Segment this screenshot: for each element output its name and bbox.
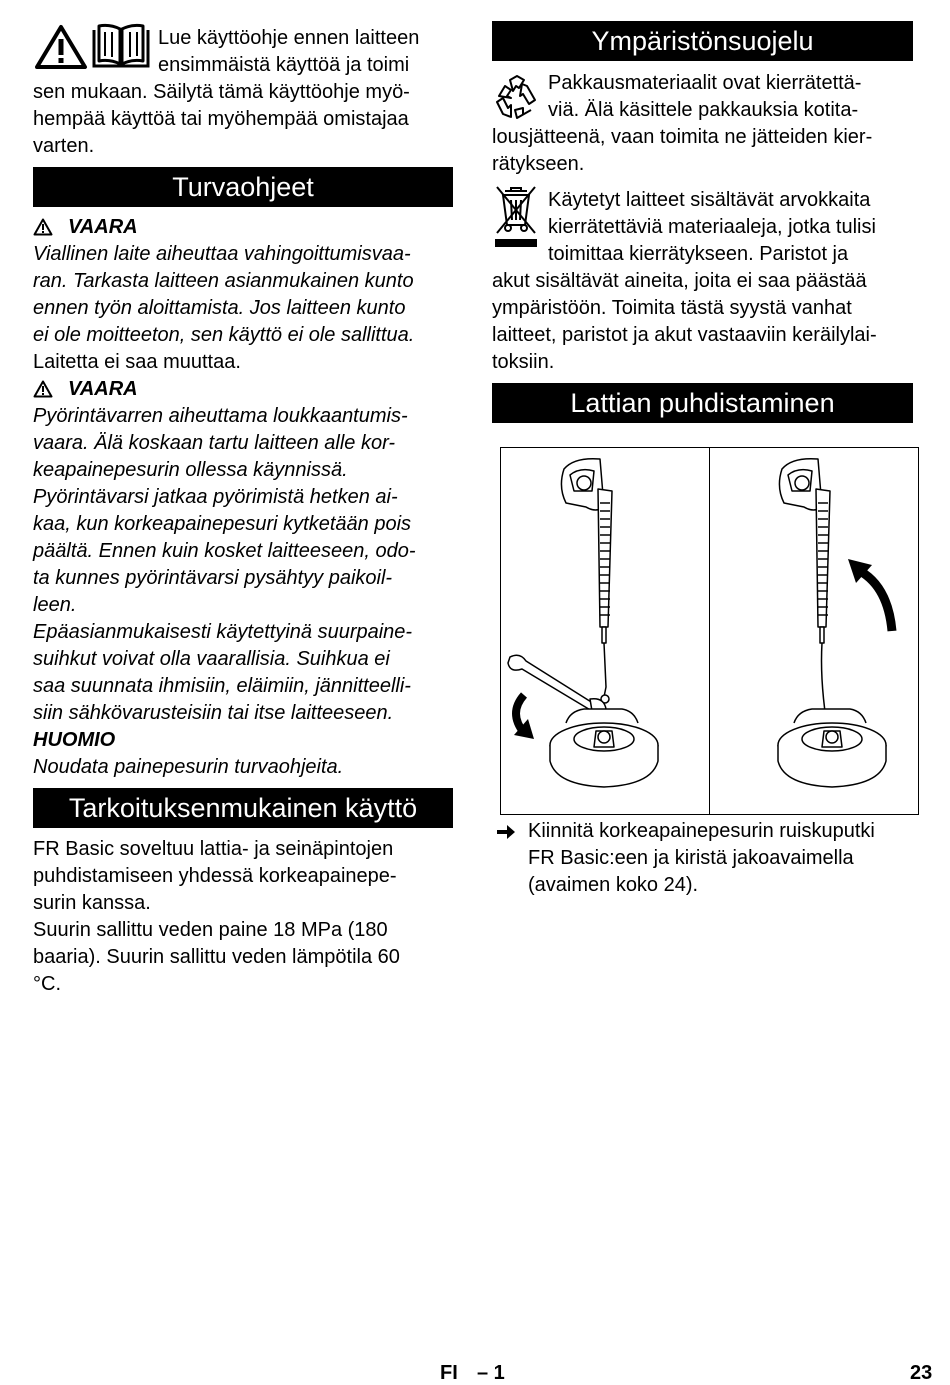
purpose-heading: Tarkoituksenmukainen käyttö	[33, 788, 453, 828]
warning2-line-2: vaara. Älä koskaan tartu laitteen alle kor-	[33, 432, 396, 454]
weee-line-1: Käytetyt laitteet sisältävät arvokkaita	[548, 189, 871, 211]
warning2-line-3: keapainepesurin ollessa käynnissä.	[33, 459, 348, 481]
footer-section: – 1	[477, 1362, 505, 1384]
warning-small-icon	[33, 380, 53, 398]
arrow-right-icon	[496, 824, 516, 840]
step-line-3: (avaimen koko 24).	[528, 874, 699, 896]
warning1-line-2: ran. Tarkasta laitteen asianmukainen kunto	[33, 270, 414, 292]
warning2-line-8: leen.	[33, 594, 77, 616]
intro-line-3: sen mukaan. Säilytä tämä käyttöohje myö-	[33, 81, 410, 103]
safety-heading: Turvaohjeet	[33, 167, 453, 207]
warning1-line-1: Viallinen laite aiheuttaa vahingoittumisvaa-	[33, 243, 411, 265]
weee-line-5: ympäristöön. Toimita tästä syystä vanhat	[492, 297, 852, 319]
crossed-bin-icon	[493, 183, 539, 251]
warning2-line-9: Epäasianmukaisesti käytettyinä suurpaine-	[33, 621, 413, 643]
warning-triangle-icon	[34, 24, 88, 70]
warning2-line-10: suihkut voivat olla vaarallisia. Suihkua ei	[33, 648, 390, 670]
warning2-line-12: siin sähkövarusteisiin tai itse laitteeseen.	[33, 702, 394, 724]
intro-line-1: Lue käyttöohje ennen laitteen	[158, 27, 420, 49]
footer-language: FI	[440, 1362, 458, 1384]
weee-line-7: toksiin.	[492, 351, 555, 373]
environment-heading: Ympäristönsuojelu	[492, 21, 913, 61]
purpose-line-1: FR Basic soveltuu lattia- ja seinäpintojen	[33, 838, 394, 860]
purpose-line-3: surin kanssa.	[33, 892, 151, 914]
intro-line-5: varten.	[33, 135, 95, 157]
weee-line-2: kierrätettäviä materiaaleja, jotka tulisi	[548, 216, 876, 238]
warning2-label: VAARA	[68, 378, 138, 400]
warning2-line-11: saa suunnata ihmisiin, eläimiin, jännitteelli-	[33, 675, 411, 697]
warning2-line-7: ta kunnes pyörintävarsi pysähtyy paikoil-	[33, 567, 393, 589]
intro-line-4: hempää käyttöä tai myöhempää omistajaa	[33, 108, 409, 130]
recycle-line-2: viä. Älä käsittele pakkauksia kotita-	[548, 99, 859, 121]
warning-small-icon	[33, 218, 53, 236]
note-label: HUOMIO	[33, 729, 116, 751]
recycle-line-1: Pakkausmateriaalit ovat kierrätettä-	[548, 72, 862, 94]
warning2-line-1: Pyörintävarren aiheuttama loukkaantumis-	[33, 405, 408, 427]
purpose-line-2: puhdistamiseen yhdessä korkeapainepe-	[33, 865, 397, 887]
step-line-1: Kiinnitä korkeapainepesurin ruiskuputki	[528, 820, 875, 842]
warning1-line-4: ei ole moitteeton, sen käyttö ei ole sallittua.	[33, 324, 415, 346]
warning2-line-5: kaa, kun korkeapainepesuri kytketään pois	[33, 513, 412, 535]
recycle-icon	[493, 74, 541, 120]
warning1-line-3: ennen työn aloittamista. Jos laitteen kunto	[33, 297, 406, 319]
weee-line-6: laitteet, paristot ja akut vastaaviin keräilylai-	[492, 324, 877, 346]
recycle-line-3: lousjätteenä, vaan toimita ne jätteiden kier-	[492, 126, 873, 148]
warning1-label: VAARA	[68, 216, 138, 238]
purpose-line-6: °C.	[33, 973, 61, 995]
manual-book-icon	[90, 22, 152, 70]
purpose-line-4: Suurin sallittu veden paine 18 MPa (180	[33, 919, 388, 941]
weee-line-4: akut sisältävät aineita, joita ei saa päästää	[492, 270, 867, 292]
step-line-2: FR Basic:een ja kiristä jakoavaimella	[528, 847, 854, 869]
floor-cleaning-heading: Lattian puhdistaminen	[492, 383, 913, 423]
purpose-line-5: baaria). Suurin sallittu veden lämpötila 60	[33, 946, 400, 968]
warning2-line-6: päältä. Ennen kuin kosket laitteeseen, odo-	[33, 540, 416, 562]
warning1-plain: Laitetta ei saa muuttaa.	[33, 351, 241, 373]
note-line: Noudata painepesurin turvaohjeita.	[33, 756, 344, 778]
recycle-line-4: rätykseen.	[492, 153, 585, 175]
illustration-lance-attachment	[500, 447, 919, 815]
warning2-line-4: Pyörintävarsi jatkaa pyörimistä hetken ai-	[33, 486, 398, 508]
intro-line-2: ensimmäistä käyttöä ja toimi	[158, 54, 410, 76]
page-number: 23	[910, 1362, 933, 1384]
weee-line-3: toimittaa kierrätykseen. Paristot ja	[548, 243, 849, 265]
